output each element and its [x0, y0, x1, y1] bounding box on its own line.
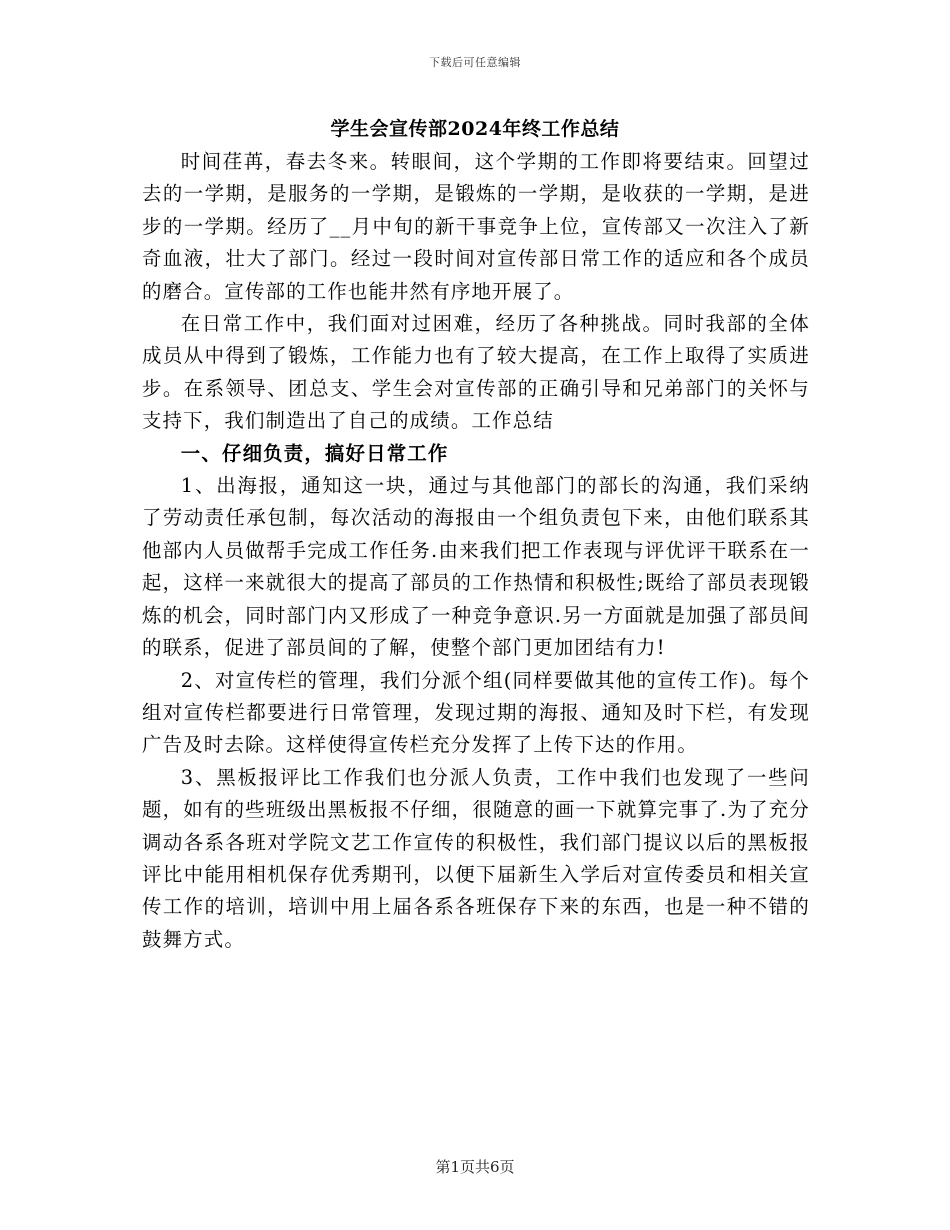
page-title: 学生会宣传部2024年终工作总结: [330, 118, 620, 140]
document-body: [142, 146, 810, 956]
page-number: 第1页共6页: [435, 1158, 515, 1176]
paragraph-item-1: 1、出海报，通知这一块，通过与其他部门的部长的沟通，我们采纳了劳动责任承包制，每次活动的海报由一个组负责包下来，由他们联系其他部内人员做帮手完成工作任务.由来我们把工作表现与评优评干联系在一起，这样一来就很大的提高了部员的工作热情和积极性;既给了部员表现锻炼的机会，同时部门内又形成了一种竞争意识.另一方面就是加强了部员间的联系，促进了部员间的了解，使整个部门更加团结有力!: [142, 474, 810, 660]
paragraph-item-2: 2、对宣传栏的管理，我们分派个组(同样要做其他的宣传工作)。每个组对宣传栏都要进行日常管理，发现过期的海报、通知及时下栏，有发现广告及时去除。这样使得宣传栏充分发挥了上传下达的作用。: [142, 668, 810, 757]
section-heading: 一、仔细负责，搞好日常工作: [180, 441, 449, 465]
paragraph-intro: 时间荏苒，春去冬来。转眼间，这个学期的工作即将要结束。回望过去的一学期，是服务的一学期，是锻炼的一学期，是收获的一学期，是进步的一学期。经历了__月中旬的新干事竞争上位，宣传部又一次注入了新奇血液，壮大了部门。经过一段时间对宣传部日常工作的适应和各个成员的磨合。宣传部的工作也能井然有序地开展了。: [142, 150, 810, 303]
paragraph-item-3: 3、黑板报评比工作我们也分派人负责，工作中我们也发现了一些问题，如有的些班级出黑板报不仔细，很随意的画一下就算完事了.为了充分调动各系各班对学院文艺工作宣传的积极性，我们部门提议以后的黑板报评比中能用相机保存优秀期刊，以便下届新生入学后对宣传委员和相关宣传工作的培训，培训中用上届各系各班保存下来的东西，也是一种不错的鼓舞方式。: [142, 765, 810, 951]
header-note: 下载后可任意编辑: [429, 56, 521, 69]
paragraph-daily-work: 在日常工作中，我们面对过困难，经历了各种挑战。同时我部的全体成员从中得到了锻炼，工作能力也有了较大提高，在工作上取得了实质进步。在系领导、团总支、学生会对宣传部的正确引导和兄弟部门的关怀与支持下，我们制造出了自己的成绩。工作总结: [142, 312, 810, 433]
